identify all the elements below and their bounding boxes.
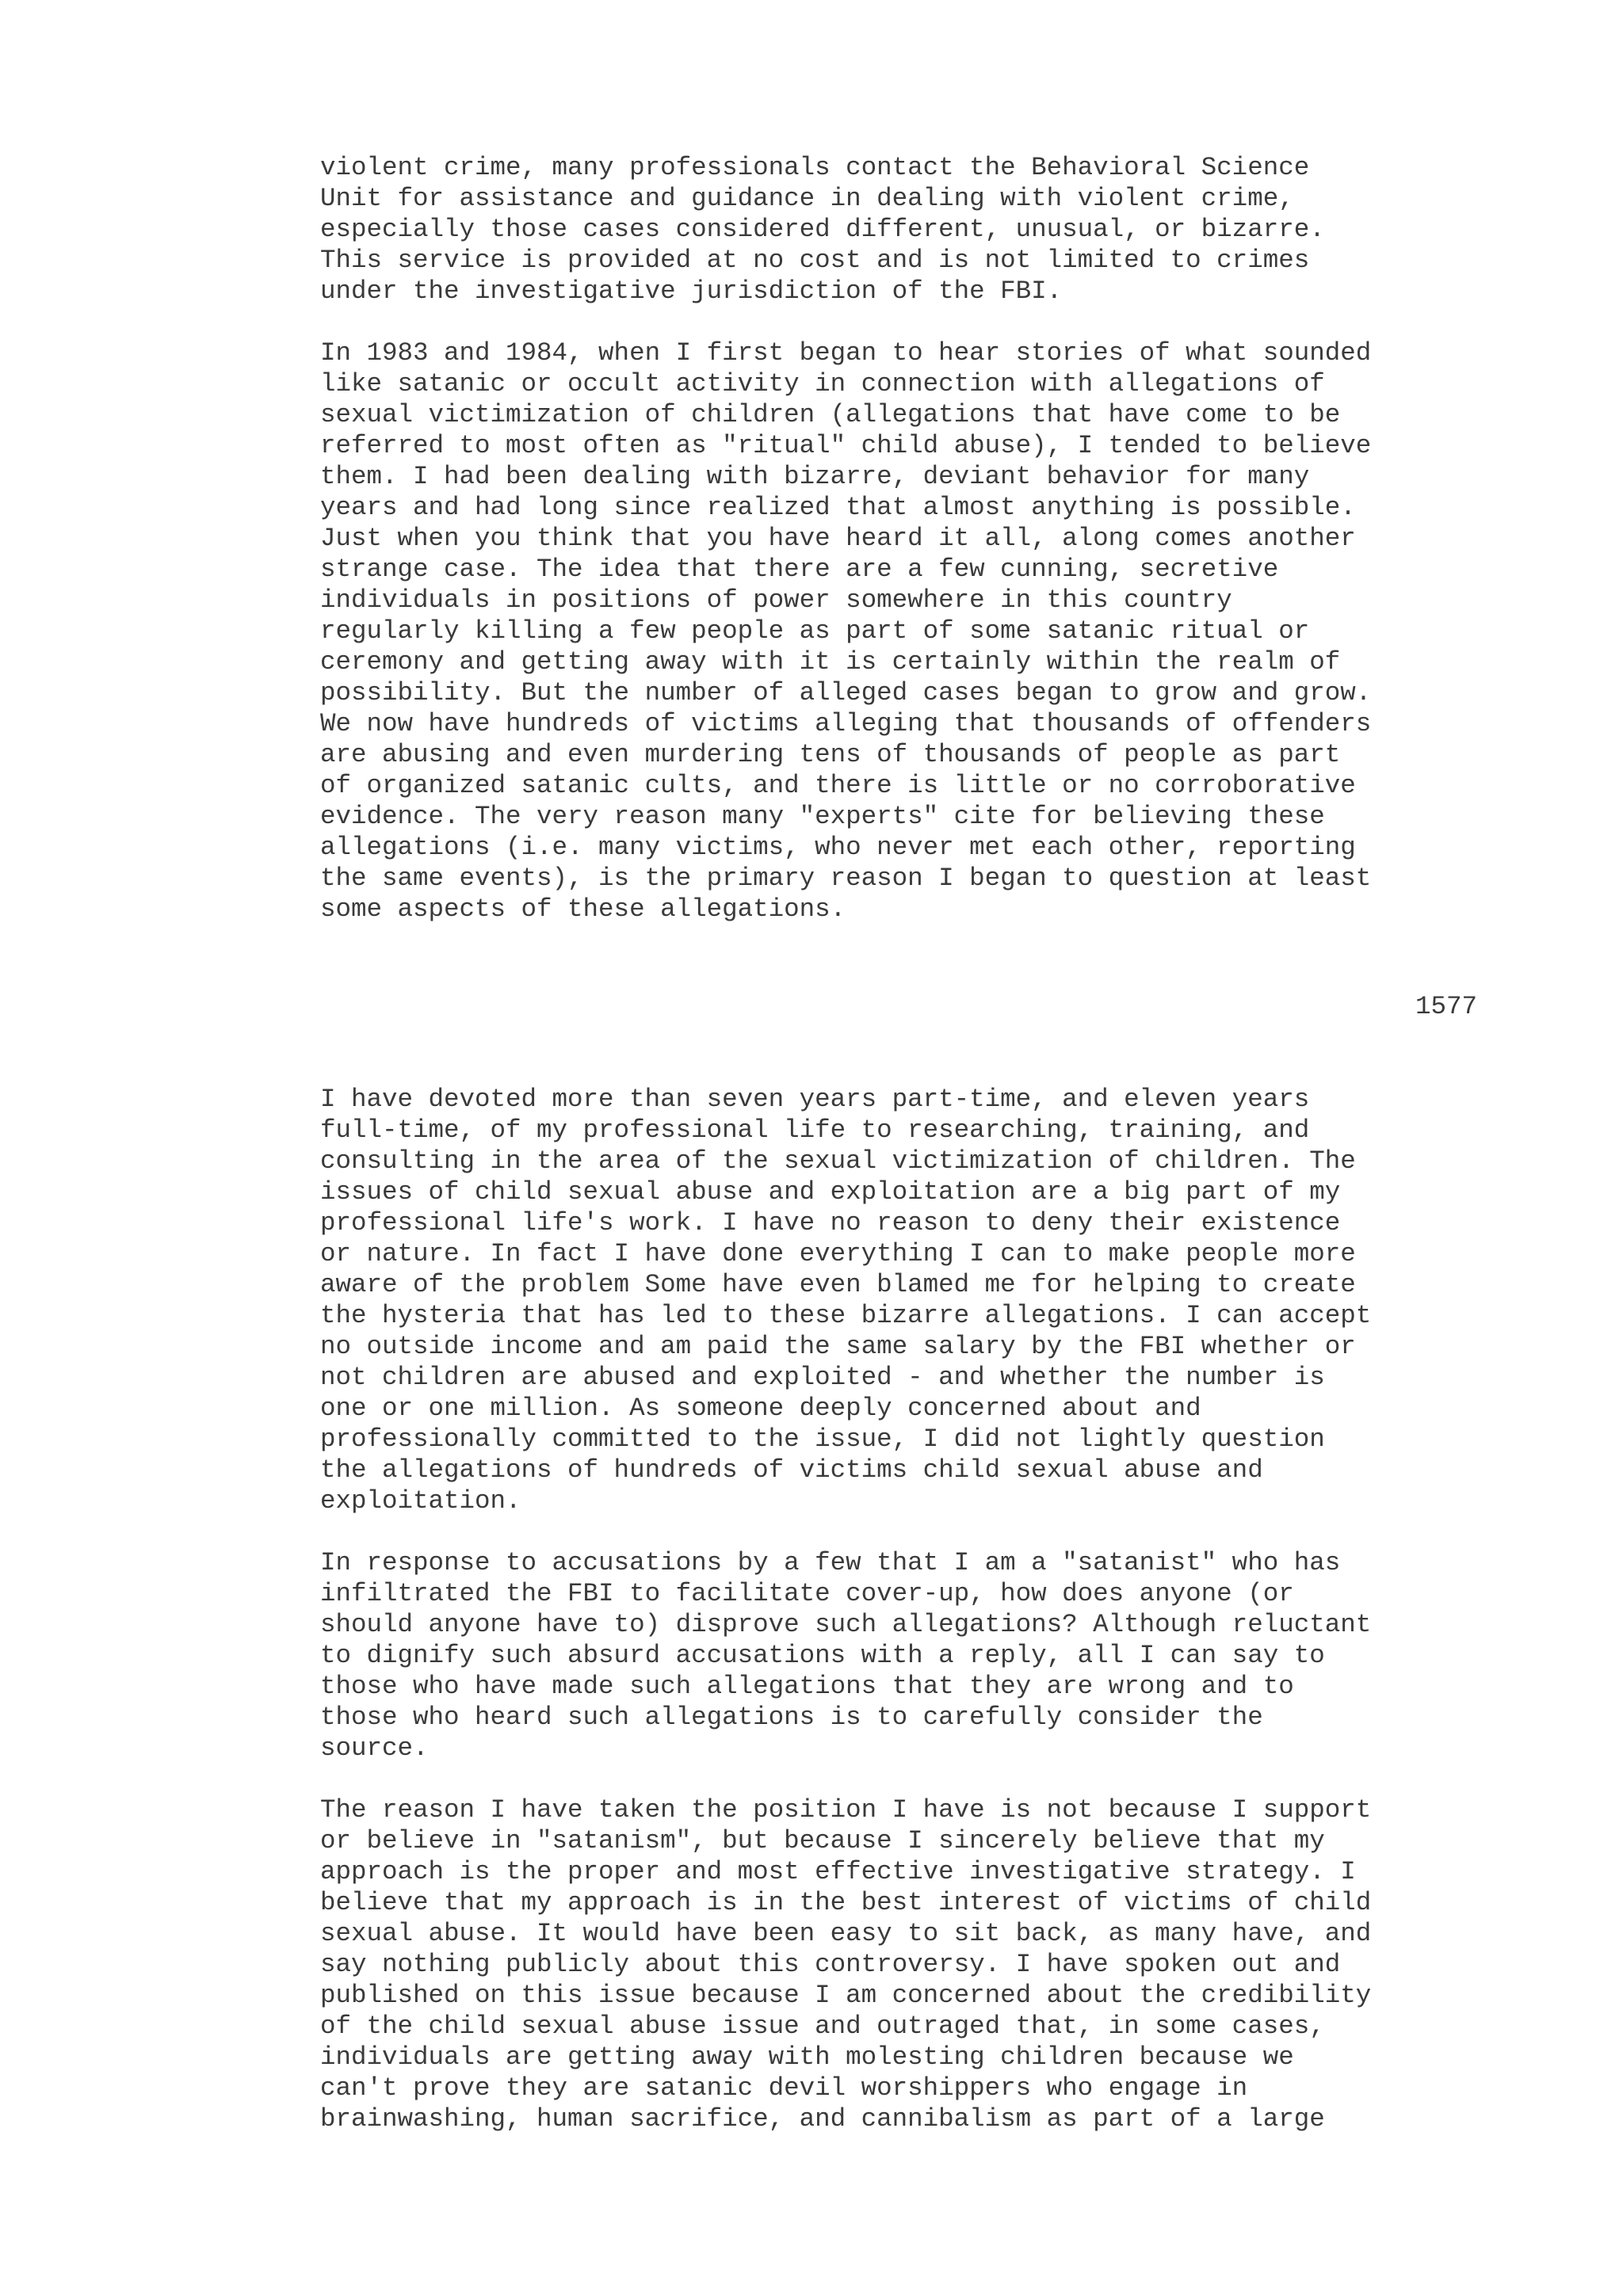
- lower-text-block: [320, 1084, 1477, 2165]
- upper-text-block: [320, 152, 1477, 955]
- page-number: 1577: [1415, 992, 1477, 1021]
- paragraph-satanist-accusations: In response to accusations by a few that I am a "satanist" who has infiltrated the FBI to facilitate cover-up, how does anyone (or should anyone have to) disprove such allegations? Although reluctant to dignify such absurd accusations with a reply, all I can say to those who have made such allegations that they are wrong and to those who heard such allegations is to carefully consider the source.: [320, 1548, 1372, 1763]
- paragraph-position-reason: The reason I have taken the position I have is not because I support or believe in "satanism", but because I sincerely believe that my approach is the proper and most effective investigative strategy. I believe that my approach is in the best interest of victims of child sexual abuse. It would have been easy to sit back, as many have, and say nothing publicly about this controversy. I have spoken out and published on this issue because I am concerned about the credibility of the child sexual abuse issue and outraged that, in some cases, individuals are getting away with molesting children because we can't prove they are satanic devil worshippers who engage in brainwashing, human sacrifice, and cannibalism as part of a large: [320, 1795, 1372, 2134]
- paragraph-violent-crime-services: violent crime, many professionals contact the Behavioral Science Unit for assistance and guidance in dealing with violent crime, especially those cases considered different, unusual, or bizarre. This service is provided at no cost and is not limited to crimes under the investigative jurisdiction of the FBI.: [320, 153, 1325, 306]
- paragraph-1983-1984-stories: In 1983 and 1984, when I first began to hear stories of what sounded like satanic or occult activity in connection with allegations of sexual victimization of children (allegations that have come to be referred to most often as "ritual" child abuse), I tended to believe them. I had been dealing with bizarre, deviant behavior for many years and had long since realized that almost anything is possible. Just when you think that you have heard it all, along comes another strange case. The idea that there are a few cunning, secretive individuals in positions of power somewhere in this country regularly killing a few people as part of some satanic ritual or ceremony and getting away with it is certainly within the realm of possibility. But the number of alleged cases began to grow and grow. We now have hundreds of victims alleging that thousands of offenders are abusing and even murdering tens of thousands of people as part of organized satanic cults, and there is little or no corroborative evidence. The very reason many "experts" cite for believing these allegations (i.e. many victims, who never met each other, reporting the same events), is the primary reason I began to question at least some aspects of these allegations.: [320, 338, 1372, 924]
- paragraph-professional-devotion: I have devoted more than seven years part-time, and eleven years full-time, of my professional life to researching, training, and consulting in the area of the sexual victimization of children. The issues of child sexual abuse and exploitation are a big part of my professional life's work. I have no reason to deny their existence or nature. In fact I have done everything I can to make people more aware of the problem Some have even blamed me for helping to create the hysteria that has led to these bizarre allegations. I can accept no outside income and am paid the same salary by the FBI whether or not children are abused and exploited - and whether the number is one or one million. As someone deeply concerned about and professionally committed to the issue, I did not lightly question the allegations of hundreds of victims child sexual abuse and exploitation.: [320, 1085, 1372, 1516]
